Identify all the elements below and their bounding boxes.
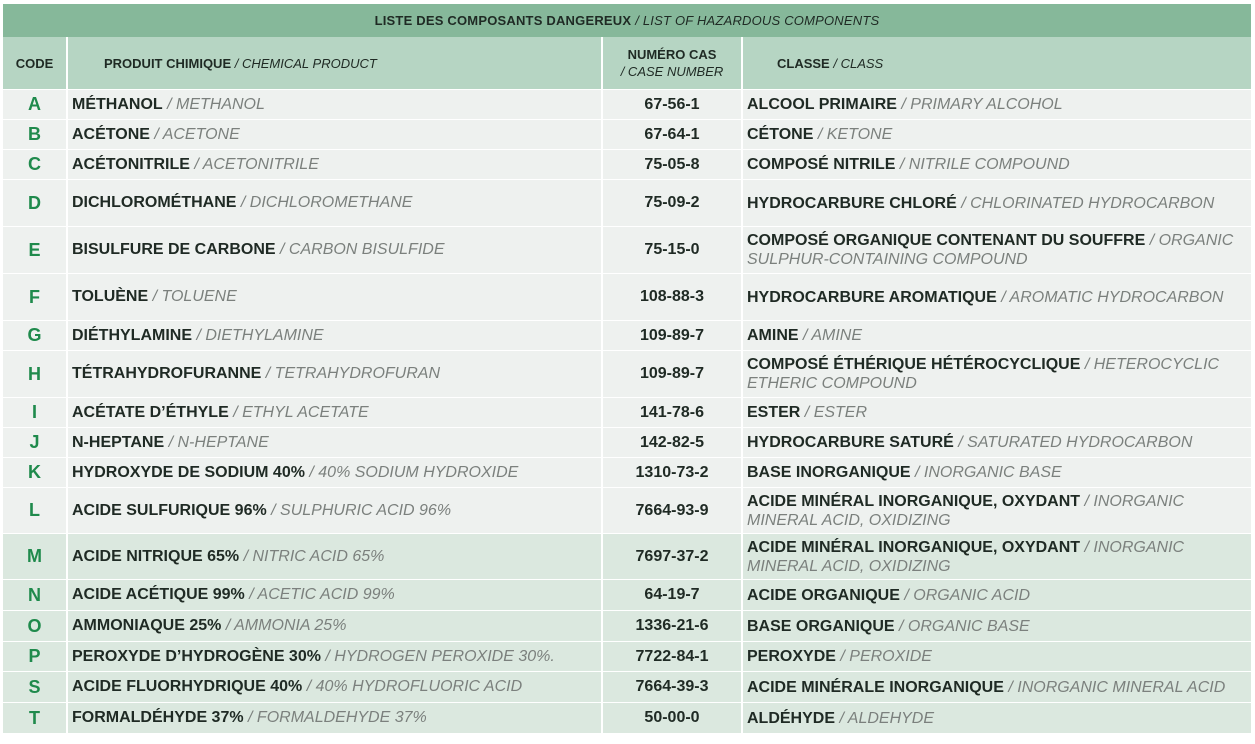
row-product bbox=[67, 321, 602, 351]
row-cas-number: 67-64-1 bbox=[602, 120, 742, 150]
table-row bbox=[3, 227, 1251, 274]
product-fr: ACIDE ACÉTIQUE 99% bbox=[72, 586, 245, 603]
row-code: S bbox=[3, 672, 67, 703]
row-class bbox=[742, 672, 1251, 703]
row-product bbox=[67, 227, 602, 274]
row-cas-number: 75-15-0 bbox=[602, 227, 742, 274]
product-en: / HYDROGEN PEROXIDE 30%. bbox=[325, 647, 555, 665]
row-product bbox=[67, 703, 602, 734]
product-en: / AMMONIA 25% bbox=[225, 617, 347, 634]
row-product bbox=[67, 274, 602, 321]
row-class bbox=[742, 180, 1251, 227]
row-class bbox=[742, 90, 1251, 120]
row-code: G bbox=[3, 321, 67, 351]
table-row bbox=[3, 428, 1251, 458]
header-code: CODE bbox=[3, 37, 67, 90]
product-en: / DIETHYLAMINE bbox=[196, 326, 324, 344]
table-title bbox=[3, 4, 1251, 37]
product-fr: MÉTHANOL bbox=[72, 95, 163, 113]
class-fr: COMPOSÉ NITRILE bbox=[747, 156, 896, 173]
table-row bbox=[3, 120, 1251, 150]
product-en: / METHANOL bbox=[167, 95, 265, 113]
class-en: / INORGANIC BASE bbox=[915, 464, 1062, 481]
product-fr: DICHLOROMÉTHANE bbox=[72, 194, 237, 211]
row-code: F bbox=[3, 274, 67, 321]
row-cas-number: 141-78-6 bbox=[602, 398, 742, 428]
class-en: / INORGANIC MINERAL ACID, OXIDIZING bbox=[747, 492, 1185, 529]
product-fr: ACÉTONITRILE bbox=[72, 155, 190, 173]
row-cas-number: 64-19-7 bbox=[602, 580, 742, 611]
product-en: / TETRAHYDROFURAN bbox=[265, 365, 441, 382]
table-row bbox=[3, 274, 1251, 321]
table-row bbox=[3, 180, 1251, 227]
row-code: B bbox=[3, 120, 67, 150]
row-product bbox=[67, 611, 602, 642]
row-cas-number: 1310-73-2 bbox=[602, 458, 742, 488]
class-fr: ACIDE ORGANIQUE bbox=[747, 586, 900, 604]
row-product bbox=[67, 351, 602, 398]
table-row bbox=[3, 398, 1251, 428]
table-row bbox=[3, 611, 1251, 642]
row-cas-number: 7664-39-3 bbox=[602, 672, 742, 703]
table-title-en: / LIST OF HAZARDOUS COMPONENTS bbox=[635, 13, 880, 28]
table-row bbox=[3, 90, 1251, 120]
product-fr: HYDROXYDE DE SODIUM 40% bbox=[72, 463, 305, 481]
row-cas-number: 67-56-1 bbox=[602, 90, 742, 120]
class-fr: ALCOOL PRIMAIRE bbox=[747, 96, 897, 113]
row-class bbox=[742, 150, 1251, 180]
row-code: L bbox=[3, 488, 67, 534]
row-class bbox=[742, 227, 1251, 274]
row-product bbox=[67, 534, 602, 580]
class-en: / ORGANIC ACID bbox=[904, 586, 1030, 604]
table-row bbox=[3, 150, 1251, 180]
row-code: J bbox=[3, 428, 67, 458]
table-body bbox=[3, 90, 1251, 734]
class-fr: HYDROCARBURE SATURÉ bbox=[747, 434, 954, 451]
row-code: I bbox=[3, 398, 67, 428]
row-code: O bbox=[3, 611, 67, 642]
class-fr: ACIDE MINÉRALE INORGANIQUE bbox=[747, 678, 1004, 696]
product-en: / NITRIC ACID 65% bbox=[243, 547, 385, 565]
product-en: / CARBON BISULFIDE bbox=[280, 241, 445, 258]
product-fr: DIÉTHYLAMINE bbox=[72, 326, 192, 344]
row-class bbox=[742, 611, 1251, 642]
row-cas-number: 7697-37-2 bbox=[602, 534, 742, 580]
row-product bbox=[67, 488, 602, 534]
row-cas-number: 108-88-3 bbox=[602, 274, 742, 321]
row-code: M bbox=[3, 534, 67, 580]
row-class bbox=[742, 642, 1251, 672]
row-product bbox=[67, 580, 602, 611]
row-cas-number: 50-00-0 bbox=[602, 703, 742, 734]
class-en: / ORGANIC BASE bbox=[899, 617, 1030, 635]
row-class bbox=[742, 580, 1251, 611]
row-class bbox=[742, 398, 1251, 428]
row-cas-number: 7664-93-9 bbox=[602, 488, 742, 534]
row-cas-number: 109-89-7 bbox=[602, 321, 742, 351]
header-class: CLASSE / CLASS bbox=[742, 37, 1251, 90]
product-fr: TÉTRAHYDROFURANNE bbox=[72, 365, 262, 382]
product-en: / TOLUENE bbox=[152, 288, 237, 305]
product-fr: BISULFURE DE CARBONE bbox=[72, 241, 276, 258]
row-class bbox=[742, 703, 1251, 734]
header-product: PRODUIT CHIMIQUE / CHEMICAL PRODUCT bbox=[67, 37, 602, 90]
product-fr: ACIDE FLUORHYDRIQUE 40% bbox=[72, 678, 303, 695]
row-product bbox=[67, 398, 602, 428]
product-en: / ACETONITRILE bbox=[194, 155, 319, 173]
row-product bbox=[67, 150, 602, 180]
table-title-fr: LISTE DES COMPOSANTS DANGEREUX bbox=[374, 13, 632, 28]
product-en: / ACETONE bbox=[154, 125, 240, 143]
table-row bbox=[3, 321, 1251, 351]
product-fr: ACÉTONE bbox=[72, 125, 150, 143]
row-product bbox=[67, 458, 602, 488]
row-cas-number: 109-89-7 bbox=[602, 351, 742, 398]
row-code: T bbox=[3, 703, 67, 734]
table-header-row bbox=[3, 37, 1251, 90]
hazard-table-container bbox=[3, 4, 1251, 734]
class-en: / AROMATIC HYDROCARBON bbox=[1001, 288, 1224, 306]
class-en: / INORGANIC MINERAL ACID, OXIDIZING bbox=[747, 538, 1185, 575]
class-fr: BASE ORGANIQUE bbox=[747, 617, 895, 635]
row-code: N bbox=[3, 580, 67, 611]
row-product bbox=[67, 180, 602, 227]
row-cas-number: 75-09-2 bbox=[602, 180, 742, 227]
product-fr: TOLUÈNE bbox=[72, 288, 149, 305]
table-row bbox=[3, 703, 1251, 734]
class-fr: ACIDE MINÉRAL INORGANIQUE, OXYDANT bbox=[747, 492, 1081, 510]
row-class bbox=[742, 351, 1251, 398]
product-en: / 40% HYDROFLUORIC ACID bbox=[306, 678, 523, 695]
table-row bbox=[3, 642, 1251, 672]
class-fr: ESTER bbox=[747, 404, 801, 421]
product-fr: N-HEPTANE bbox=[72, 433, 165, 451]
table-row bbox=[3, 351, 1251, 398]
class-fr: PEROXYDE bbox=[747, 648, 836, 665]
product-en: / ETHYL ACETATE bbox=[233, 403, 369, 421]
row-class bbox=[742, 534, 1251, 580]
row-code: A bbox=[3, 90, 67, 120]
class-en: / INORGANIC MINERAL ACID bbox=[1008, 678, 1226, 696]
row-code: E bbox=[3, 227, 67, 274]
class-en: / ESTER bbox=[804, 404, 868, 421]
row-class bbox=[742, 321, 1251, 351]
class-fr: HYDROCARBURE CHLORÉ bbox=[747, 194, 957, 212]
row-class bbox=[742, 458, 1251, 488]
row-class bbox=[742, 428, 1251, 458]
class-fr: ALDÉHYDE bbox=[747, 709, 836, 727]
class-en: / SATURATED HYDROCARBON bbox=[958, 434, 1193, 451]
product-en: / SULPHURIC ACID 96% bbox=[271, 501, 452, 519]
product-fr: ACIDE NITRIQUE 65% bbox=[72, 547, 240, 565]
class-en: / AMINE bbox=[803, 327, 862, 344]
product-en: / N-HEPTANE bbox=[168, 433, 269, 451]
table-row bbox=[3, 488, 1251, 534]
class-en: / ORGANIC SULPHUR-CONTAINING COMPOUND bbox=[747, 232, 1234, 268]
row-product bbox=[67, 120, 602, 150]
table-row bbox=[3, 458, 1251, 488]
class-en: / PEROXIDE bbox=[840, 648, 932, 665]
class-fr: COMPOSÉ ORGANIQUE CONTENANT DU SOUFFRE bbox=[747, 232, 1146, 249]
class-en: / PRIMARY ALCOHOL bbox=[901, 96, 1063, 113]
class-fr: CÉTONE bbox=[747, 126, 814, 143]
row-class bbox=[742, 274, 1251, 321]
table-row bbox=[3, 580, 1251, 611]
class-fr: COMPOSÉ ÉTHÉRIQUE HÉTÉROCYCLIQUE bbox=[747, 356, 1081, 373]
class-fr: AMINE bbox=[747, 327, 799, 344]
row-cas-number: 7722-84-1 bbox=[602, 642, 742, 672]
header-cas: NUMÉRO CAS / CASE NUMBER bbox=[602, 37, 742, 90]
product-en: / ACETIC ACID 99% bbox=[249, 586, 395, 603]
product-fr: FORMALDÉHYDE 37% bbox=[72, 709, 244, 726]
class-en: / HETEROCYCLIC ETHERIC COMPOUND bbox=[747, 356, 1220, 392]
class-fr: BASE INORGANIQUE bbox=[747, 464, 911, 481]
product-en: / FORMALDEHYDE 37% bbox=[248, 709, 427, 726]
class-en: / NITRILE COMPOUND bbox=[899, 156, 1070, 173]
class-fr: HYDROCARBURE AROMATIQUE bbox=[747, 288, 997, 306]
row-product bbox=[67, 642, 602, 672]
table-row bbox=[3, 672, 1251, 703]
row-code: D bbox=[3, 180, 67, 227]
product-fr: ACIDE SULFURIQUE 96% bbox=[72, 501, 267, 519]
row-class bbox=[742, 488, 1251, 534]
row-product bbox=[67, 428, 602, 458]
row-code: K bbox=[3, 458, 67, 488]
row-code: P bbox=[3, 642, 67, 672]
row-code: H bbox=[3, 351, 67, 398]
product-fr: ACÉTATE D’ÉTHYLE bbox=[72, 403, 229, 421]
product-en: / DICHLOROMETHANE bbox=[240, 194, 413, 211]
product-en: / 40% SODIUM HYDROXIDE bbox=[309, 463, 519, 481]
row-code: C bbox=[3, 150, 67, 180]
product-fr: PEROXYDE D’HYDROGÈNE 30% bbox=[72, 647, 321, 665]
row-cas-number: 142-82-5 bbox=[602, 428, 742, 458]
product-fr: AMMONIAQUE 25% bbox=[72, 617, 222, 634]
row-product bbox=[67, 90, 602, 120]
row-cas-number: 75-05-8 bbox=[602, 150, 742, 180]
class-en: / KETONE bbox=[817, 126, 893, 143]
class-fr: ACIDE MINÉRAL INORGANIQUE, OXYDANT bbox=[747, 538, 1081, 556]
table-row bbox=[3, 534, 1251, 580]
hazardous-components-table bbox=[3, 37, 1251, 734]
row-class bbox=[742, 120, 1251, 150]
row-product bbox=[67, 672, 602, 703]
class-en: / CHLORINATED HYDROCARBON bbox=[961, 194, 1215, 212]
row-cas-number: 1336-21-6 bbox=[602, 611, 742, 642]
class-en: / ALDEHYDE bbox=[839, 709, 935, 727]
